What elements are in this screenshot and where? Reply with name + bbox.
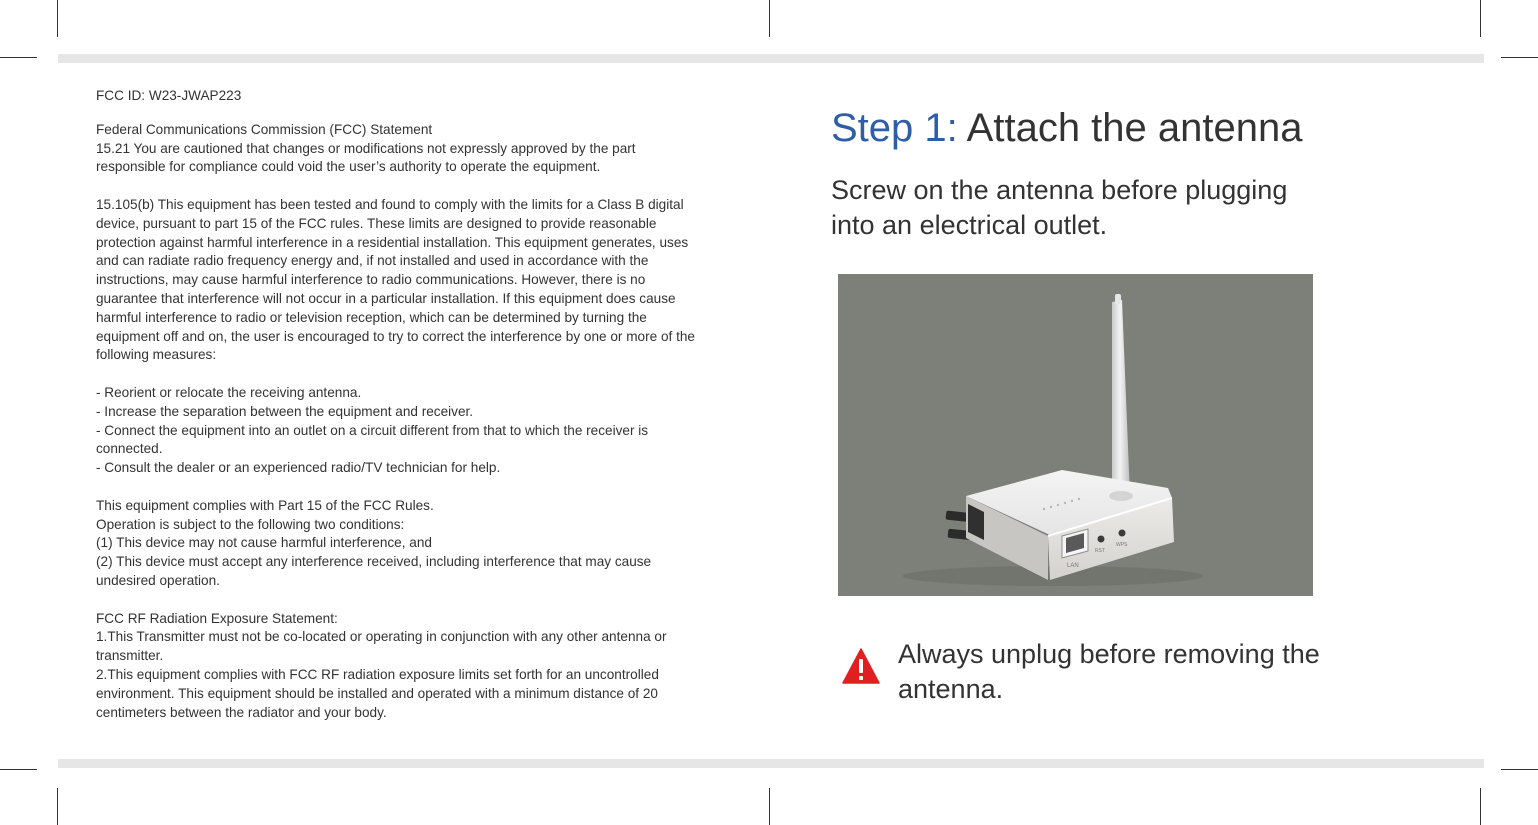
fcc-15-21-paragraph: 15.21 You are cautioned that changes or modifications not expressly approved by the part responsible for compliance could void the user’s authority to operate the equipment. bbox=[96, 140, 636, 175]
router-photo bbox=[838, 274, 1313, 596]
fcc-id: FCC ID: W23-JWAP223 bbox=[96, 88, 242, 103]
fcc-15-105-paragraph: 15.105(b) This equipment has been tested and found to comply with the limits for a Class B digital device, pursuant to part 15 of the FCC rules. These limits are designed to provide reasonable protection against harmful interference in a residential installation. This equipment generates, uses and can radiate radio frequency energy and, if not installed and used in accordance with the instructions, may cause harmful interference to radio communications. However, there is no guarantee that interference will not occur in a particular installation. If this equipment does cause harmful interference to radio or television reception, which can be determined by turning the equipment off and on, the user is encouraged to try to correct the interference by one or more of the following measures: bbox=[96, 196, 695, 363]
rst-button-label: RST bbox=[1095, 548, 1105, 554]
crop-mark bbox=[57, 788, 58, 825]
wps-button-label: WPS bbox=[1116, 542, 1128, 548]
fcc-statement-heading: Federal Communications Commission (FCC) Statement bbox=[96, 121, 433, 137]
crop-mark bbox=[57, 0, 58, 37]
crop-mark bbox=[1480, 788, 1481, 825]
measure-item: - Increase the separation between the equipment and receiver. bbox=[96, 403, 474, 419]
lan-port-label: LAN bbox=[1067, 563, 1079, 569]
rf-item: 2.This equipment complies with FCC RF radiation exposure limits set forth for an uncontrolled environment. This equipment should be installed and operated with a minimum distance of 20 centimeters between the radiator and your body. bbox=[96, 666, 659, 720]
top-band bbox=[58, 54, 1484, 63]
part15-line: (2) This device must accept any interference received, including interference that may cause undesired operation. bbox=[96, 554, 652, 588]
bottom-band bbox=[58, 759, 1484, 768]
crop-mark bbox=[1480, 0, 1481, 37]
measure-item: - Connect the equipment into an outlet on a circuit different from that to which the receiver is connected. bbox=[96, 422, 649, 457]
rf-heading: FCC RF Radiation Exposure Statement: bbox=[96, 610, 338, 626]
part15-line: Operation is subject to the following two conditions: bbox=[96, 516, 405, 532]
antenna bbox=[1112, 300, 1130, 498]
crop-mark bbox=[769, 0, 770, 37]
part15-line: This equipment complies with Part 15 of the FCC Rules. bbox=[96, 497, 434, 513]
step-instruction: Screw on the antenna before plugging into an electrical outlet. bbox=[831, 175, 1288, 240]
exclamation-triangle-icon bbox=[842, 648, 880, 684]
rf-item: 1.This Transmitter must not be co-located or operating in conjunction with any other antenna or transmitter. bbox=[96, 629, 667, 664]
measure-item: - Consult the dealer or an experienced radio/TV technician for help. bbox=[96, 460, 501, 476]
router-illustration bbox=[838, 274, 1313, 596]
fcc-text-column bbox=[96, 87, 706, 722]
step-title-text: Attach the antenna bbox=[966, 106, 1303, 150]
part15-line: (1) This device may not cause harmful interference, and bbox=[96, 535, 432, 551]
crop-mark bbox=[1501, 57, 1538, 58]
measure-item: - Reorient or relocate the receiving antenna. bbox=[96, 384, 362, 400]
crop-mark bbox=[0, 57, 37, 58]
crop-mark bbox=[0, 769, 37, 770]
crop-mark bbox=[769, 788, 770, 825]
step-title bbox=[831, 106, 1303, 151]
warning-text: Always unplug before removing the antenna. bbox=[898, 639, 1320, 704]
crop-mark bbox=[1501, 769, 1538, 770]
step-label: Step 1: bbox=[831, 106, 958, 150]
